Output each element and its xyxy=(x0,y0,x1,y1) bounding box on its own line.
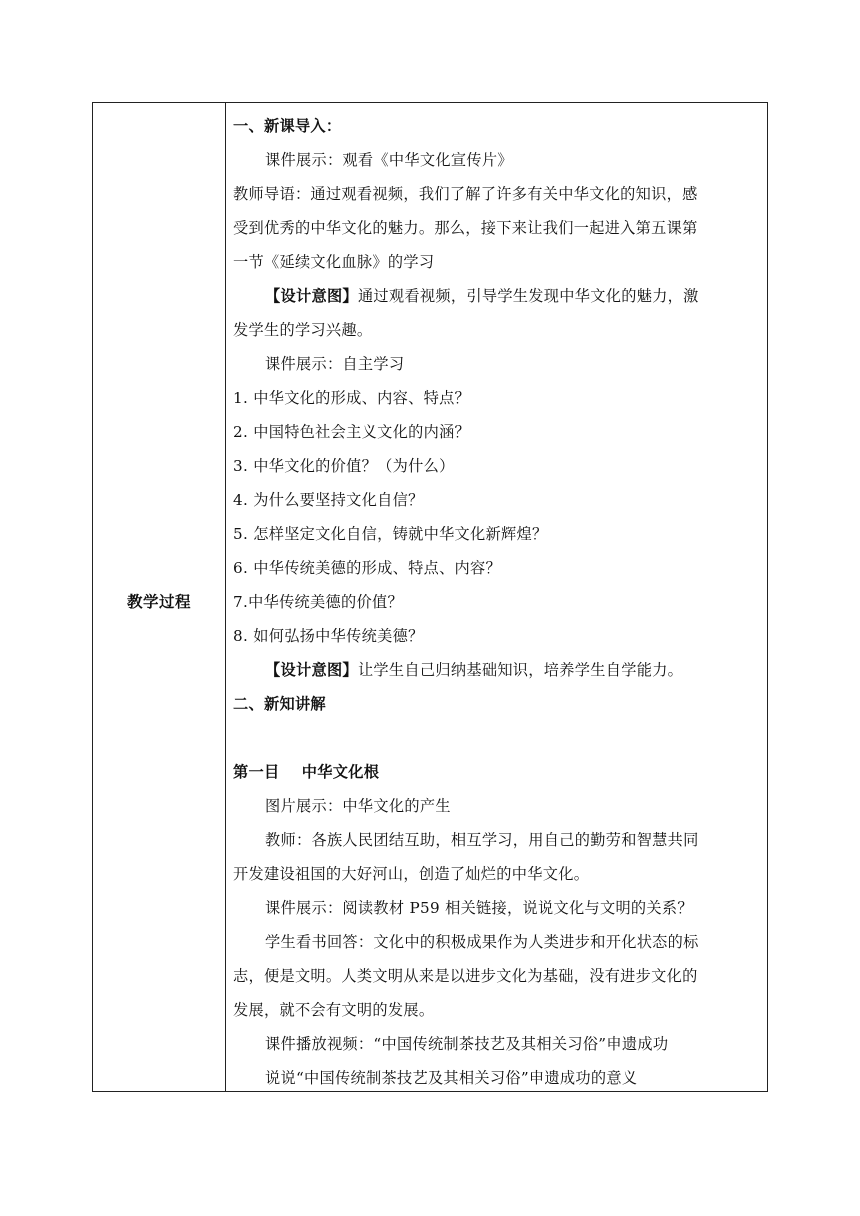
paragraph: 志，便是文明。人类文明从来是以进步文化为基础，没有进步文化的 xyxy=(233,967,698,985)
question-item: 5. 怎样坚定文化自信，铸就中华文化新辉煌？ xyxy=(233,525,548,543)
paragraph: 开发建设祖国的大好河山，创造了灿烂的中华文化。 xyxy=(233,865,590,883)
paragraph: 课件展示：观看《中华文化宣传片》 xyxy=(265,151,513,169)
question-item: 4. 为什么要坚持文化自信？ xyxy=(233,491,424,509)
paragraph: 图片展示：中华文化的产生 xyxy=(265,797,451,815)
question-item: 6. 中华传统美德的形成、特点、内容？ xyxy=(233,559,502,577)
paragraph: 学生看书回答：文化中的积极成果作为人类进步和开化状态的标 xyxy=(265,933,699,951)
paragraph: 课件展示：阅读教材 P59 相关链接，说说文化与文明的关系？ xyxy=(265,899,693,917)
subsection-heading: 第一目 中华文化根 xyxy=(233,763,380,781)
design-intent xyxy=(233,279,761,313)
question-item: 2. 中国特色社会主义文化的内涵？ xyxy=(233,423,471,441)
paragraph: 一节《延续文化血脉》的学习 xyxy=(233,253,435,271)
paragraph: 教师导语：通过观看视频，我们了解了许多有关中华文化的知识，感 xyxy=(233,185,698,203)
question-item: 3. 中华文化的价值？（为什么） xyxy=(233,457,455,475)
question-item: 7.中华传统美德的价值？ xyxy=(233,593,403,611)
lesson-content xyxy=(233,109,761,1095)
paragraph: 发学生的学习兴趣。 xyxy=(233,321,373,339)
paragraph: 说说“中国传统制茶技艺及其相关习俗”申遗成功的意义 xyxy=(265,1069,638,1087)
paragraph: 教师：各族人民团结互助，相互学习，用自己的勤劳和智慧共同 xyxy=(265,831,699,849)
paragraph: 发展，就不会有文明的发展。 xyxy=(233,1001,435,1019)
question-item: 1. 中华文化的形成、内容、特点？ xyxy=(233,389,471,407)
lesson-table xyxy=(92,102,768,1092)
design-intent xyxy=(233,653,761,687)
design-intent-text: 通过观看视频，引导学生发现中华文化的魅力，激 xyxy=(357,287,699,305)
paragraph: 课件播放视频：“中国传统制茶技艺及其相关习俗”申遗成功 xyxy=(265,1035,669,1053)
design-intent-tag: 【设计意图】 xyxy=(265,287,358,305)
paragraph: 受到优秀的中华文化的魅力。那么，接下来让我们一起进入第五课第 xyxy=(233,219,698,237)
design-intent-text: 让学生自己归纳基础知识，培养学生自学能力。 xyxy=(357,661,684,679)
section-heading-intro: 一、新课导入： xyxy=(233,117,342,135)
paragraph: 课件展示：自主学习 xyxy=(265,355,405,373)
section-heading-new-knowledge: 二、新知讲解 xyxy=(233,695,326,713)
design-intent-tag: 【设计意图】 xyxy=(265,661,358,679)
question-item: 8. 如何弘扬中华传统美德？ xyxy=(233,627,424,645)
left-column-label: 教学过程 xyxy=(126,593,191,611)
column-divider xyxy=(225,103,226,1091)
blank-line xyxy=(233,721,761,755)
